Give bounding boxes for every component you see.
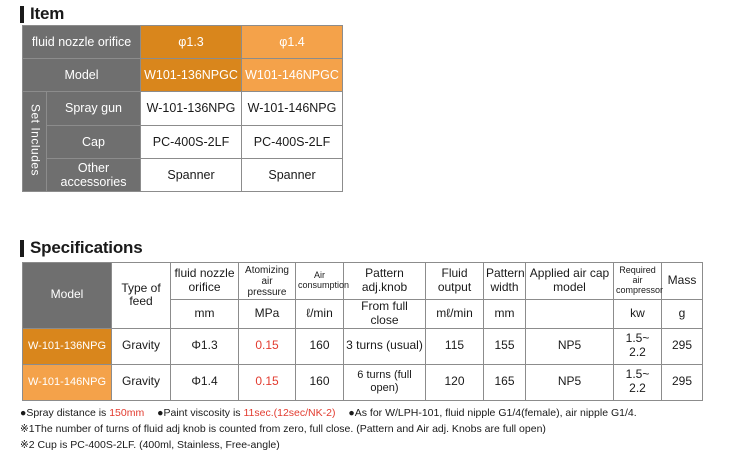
compressor-b-2: 2.2 (629, 381, 646, 396)
item-row-nozzle (23, 26, 343, 59)
note-line-1 (20, 405, 637, 421)
nozzle-cell-2: φ1.4 (242, 26, 343, 59)
spec-air-1: 160 (296, 328, 344, 364)
heading-bar (20, 6, 24, 23)
cap-cell-1: PC-400S-2LF (141, 126, 242, 159)
compressor-a-2: 1.5~ (625, 367, 650, 382)
item-row-spray-gun (23, 92, 343, 126)
spec-atomizing-2: 0.15 (239, 364, 296, 400)
set-includes-cell (23, 92, 47, 192)
spec-model-2: W-101-146NPG (23, 364, 112, 400)
nozzle-cell-1: φ1.3 (141, 26, 242, 59)
fluid-unit: mℓ/min (426, 300, 484, 329)
notes (20, 405, 637, 453)
spec-compressor-1 (614, 328, 662, 364)
compressor-b-1: 2.2 (629, 345, 646, 360)
air-unit: ℓ/min (296, 300, 344, 329)
nozzle-label-cell: fluid nozzle orifice (23, 26, 141, 59)
other-cell-1: Spanner (141, 159, 242, 192)
spec-cap-2: NP5 (526, 364, 614, 400)
other-label-cell: Other accessories (47, 159, 141, 192)
spray-label: ●Spray distance is (20, 407, 110, 419)
paint-value: 11sec. (243, 407, 274, 419)
specs-row-2 (23, 364, 703, 400)
spec-knob-2: 6 turns (full open) (344, 364, 426, 400)
item-row-cap (23, 126, 343, 159)
spray-gun-label-cell: Spray gun (47, 92, 141, 126)
atomizing-unit: MPa (239, 300, 296, 329)
spray-gun-cell-2: W-101-146NPG (242, 92, 343, 126)
spec-width-2: 165 (484, 364, 526, 400)
cap-label-cell: Cap (47, 126, 141, 159)
spec-feed-1: Gravity (112, 328, 171, 364)
spec-mass-1: 295 (662, 328, 703, 364)
spec-nozzle-2: Φ1.4 (171, 364, 239, 400)
fluid-nipple-note: ●As for W/LPH-101, fluid nipple G1/4(female), air nipple G1/4. (348, 407, 637, 419)
paint-extra: (12sec/NK-2) (273, 407, 336, 419)
nozzle-header: fluid nozzle orifice (171, 263, 239, 300)
spray-gun-cell-1: W-101-136NPG (141, 92, 242, 126)
cap-cell-2: PC-400S-2LF (242, 126, 343, 159)
heading-bar (20, 240, 24, 257)
width-unit: mm (484, 300, 526, 329)
other-cell-2: Spanner (242, 159, 343, 192)
compressor-header: Required air compressor (614, 263, 662, 300)
compressor-a-1: 1.5~ (625, 331, 650, 346)
atomizing-header: Atomizing air pressure (239, 263, 296, 300)
spec-mass-2: 295 (662, 364, 703, 400)
specs-header-row (23, 263, 703, 300)
spec-air-2: 160 (296, 364, 344, 400)
model-cell-2: W101-146NPGC (242, 59, 343, 92)
item-heading-text: Item (30, 4, 65, 23)
cap-header: Applied air cap model (526, 263, 614, 300)
air-header: Air consumption (296, 263, 344, 300)
set-includes-label: Set Includes (28, 103, 43, 176)
paint-label: ●Paint viscosity is (157, 407, 244, 419)
item-table (22, 25, 343, 192)
spec-feed-2: Gravity (112, 364, 171, 400)
item-row-other (23, 159, 343, 192)
spec-knob-1: 3 turns (usual) (344, 328, 426, 364)
model-label-cell: Model (23, 59, 141, 92)
specs-heading (20, 238, 142, 258)
mass-unit: g (662, 300, 703, 329)
knob-header: Pattern adj.knob (344, 263, 426, 300)
note-line-2: ※1The number of turns of fluid adj knob is counted from zero, full close. (Pattern and Air adj. Knobs are full open) (20, 423, 546, 435)
feed-header: Type of feed (112, 263, 171, 329)
spec-nozzle-1: Φ1.3 (171, 328, 239, 364)
nozzle-unit: mm (171, 300, 239, 329)
spec-cap-1: NP5 (526, 328, 614, 364)
specs-row-1 (23, 328, 703, 364)
spec-atomizing-1: 0.15 (239, 328, 296, 364)
spec-fluid-1: 115 (426, 328, 484, 364)
note-line-3: ※2 Cup is PC-400S-2LF. (400ml, Stainless, Free-angle) (20, 439, 280, 451)
mass-header: Mass (662, 263, 703, 300)
width-header: Pattern width (484, 263, 526, 300)
cap-unit (526, 300, 614, 329)
model-header: Model (23, 263, 112, 329)
spec-model-1: W-101-136NPG (23, 328, 112, 364)
specs-table (22, 262, 703, 401)
knob-unit: From full close (344, 300, 426, 329)
model-cell-1: W101-136NPGC (141, 59, 242, 92)
item-heading (20, 4, 64, 24)
item-row-model (23, 59, 343, 92)
spec-compressor-2 (614, 364, 662, 400)
spray-value: 150mm (109, 407, 145, 419)
fluid-header: Fluid output (426, 263, 484, 300)
specs-heading-text: Specifications (30, 238, 143, 257)
spec-width-1: 155 (484, 328, 526, 364)
compressor-unit: kw (614, 300, 662, 329)
spec-fluid-2: 120 (426, 364, 484, 400)
